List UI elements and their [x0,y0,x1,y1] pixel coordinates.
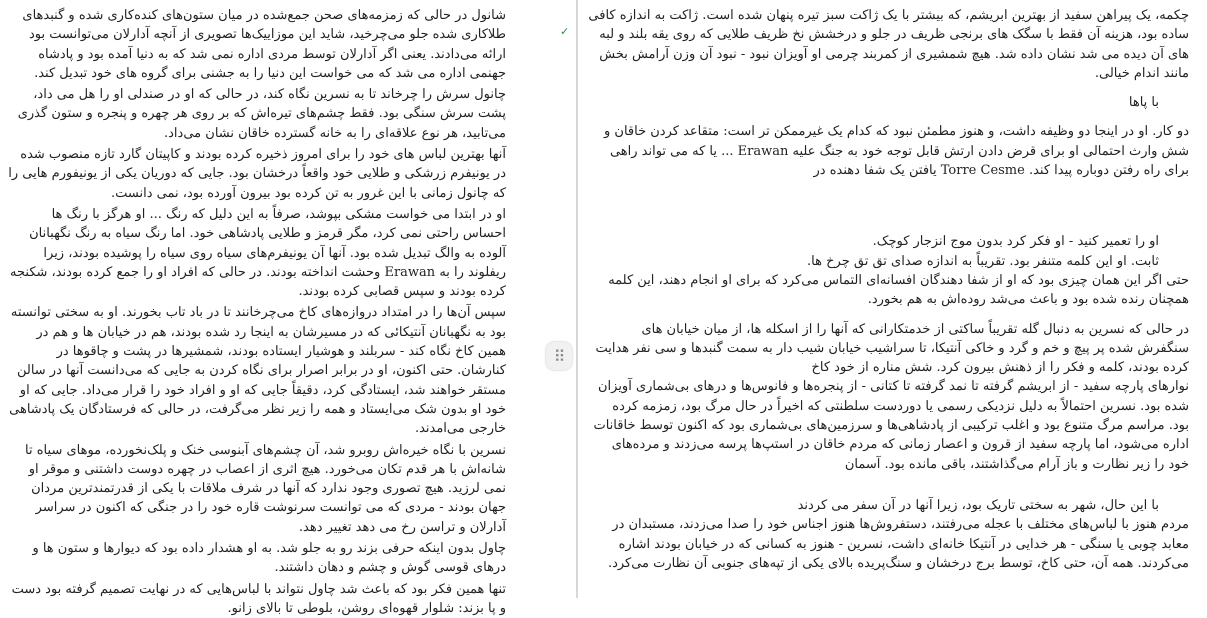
drag-handle-icon[interactable]: ⠿ [546,342,572,370]
right-paragraph: چکمه، یک پیراهن سفید از بهترین ابریشم، که بیشتر با یک ژاکت سبز تیره پنهان شده است. ژاکت به اندازه کافی ساده بود، هزینه آن فقط با سگک های برنجی ظریف در جلو و درخشش نخ ظریف طلایی که روی یقه بلند و لبه های آن دیده می شد نشان داده شد. هیچ شمشیری از کمربند چرمی او آویزان نبود - نبود آن وزن آرامش بخش مانند اندام خیالی. [588,8,1189,81]
left-paragraph: چاول بدون اینکه حرفی بزند رو به جلو شد. به او هشدار داده بود که دیوارها و ستون ها و درهای قوسی گوش و چشم و دهان داشتند. [32,541,506,576]
paragraph-gap [588,180,1189,232]
right-paragraph: در حالی که نسرین به دنبال گله تقریباً ساکتی از خدمتکارانی که آنها را از اسکله ها، از میان خیابان های سنگفرش شده پر پیچ و خم و گرد و خاکی آنتیکا، تا سراشیب خیابان شیب دار به سمت گنبدها و سی نفر هدایت کرده بودند، کلمه و فکر را از ذهنش بیرون کرد. شش مناره از خود کاخ [595,321,1189,376]
left-paragraph: تنها همین فکر بود که باعث شد چاول نتواند با لباس‌هایی که در نهایت تصمیم گرفته بود دست و پا بزند: شلوار قهوه‌ای روشن، بلوطی تا بالای زانو. [11,581,506,616]
left-paragraph: چانول سرش را چرخاند تا به نسرین نگاه کند، در حالی که او در صندلی او را هل می داد، پشت سرش سنگی بود. فقط چشم‌های تیره‌اش که بر روی هر چهره و پنجره و ستون گذری می‌تابید، هر نوع علاقه‌ای را به خانه گسترده خاقان نشان می‌داد. [17,87,506,141]
paragraph-gap [588,474,1189,496]
check-icon: ✓ [560,25,570,38]
left-paragraph: او در ابتدا می خواست مشکی بپوشد، صرفاً به این دلیل که رنگ ... او هرگز با رنگ ها احساس راحتی نمی کرد، مگر قرمز و طلایی پادشاهی خود. اما رنگ سیاه به رنگ نگهبانان آلوده به والگ تبدیل شده بود. آنها آن یونیفرم‌های سیاه روی سیاه را پوشیده بودند، زیرا ریفلوند را به Erawan وحشت انداخته بودند. در حالی که افراد او را جمع کرده بودند، شکنجه کرده بودند و سپس قصابی کرده بودند. [10,206,506,300]
right-document-pane [578,0,1207,598]
left-paragraph: نسرین با نگاه خیره‌اش روبرو شد، آن چشم‌های آبنوسی خنک و پلک‌نخورده، موهای سیاه تا شانه‌اش با هر قدم تکان می‌خورد. هیچ اثری از اعصاب در چهره دوست داشتنی و موقر او نمی لرزید. هیچ تصوری وجود ندارد که آنها در شرف ملاقات با یکی از قدرتمندترین مردان جهان بودند - مردی که می توانست سرنوشت قاره خود را در جنگی که اکنون در سراسر آدارلان و تراسن رخ می دهد تغییر دهد. [25,442,506,535]
paragraph-gap [588,83,1189,93]
right-paragraph: با پاها [1128,95,1159,111]
right-paragraph: ثابت. او این کلمه متنفر بود. تقریباً به اندازه صدای تق تق چرخ ها. [807,253,1159,269]
left-paragraph: آنها بهترین لباس های خود را برای امروز ذخیره کرده بودند و کاپیتان گارد تازه منصوب شده در یونیفرم زرشکی و طلایی خود واقعاً درخشان بود. جایی که دوریان یکی از یونیفورم هایی را که چانول زمانی با این غرور به تن کرده بود بیرون آورده بود، نمی دانست. [8,147,506,201]
right-paragraph: نوارهای پارچه سفید - از ابریشم گرفته تا نمد گرفته تا کتانی - از پنجره‌ها و فانوس‌ها و درهای بی‌شماری آویزان شده بود. نسرین احتمالاً به دلیل نزدیکی رسمی یا دوردست سلطنتی که اخیراً در حال مرگ بود، زمزمه کرده بود. مراسم مرگ متنوع بود و اغلب ترکیبی از پادشاهی‌ها و سرزمین‌های بی‌شماری بود که اکنون توسط خاقانات اداره می‌شود، اما پارچه سفید از قرون و اعصار زمانی که مردم خاقان در استپ‌ها پرسه می‌زدند و مرده‌های خود را زیر نظارت و باز آرام می‌گذاشتند، باقی مانده بود. آسمان [593,379,1189,472]
right-paragraph: دو کار. او در اینجا دو وظیفه داشت، و هنوز مطمئن نبود که کدام یک غیرممکن تر است: متقاعد کردن خاقان و شش وارث احتمالی او برای قرض دادن ارتش قابل توجه خود به جنگ علیه Erawan ... یا که می تواند راهی برای راه رفتن دوباره پیدا کند. Torre Cesme یافتن یک شفا دهنده در [603,124,1189,179]
paragraph-gap [588,310,1189,320]
right-paragraph: با این حال، شهر به سختی تاریک بود، زیرا آنها در آن سفر می کردند [797,497,1159,513]
paragraph-gap [588,112,1189,122]
left-document-pane [0,0,576,616]
right-paragraph: مردم هنوز با لباس‌های مختلف با عجله می‌رفتند، دستفروش‌ها هنوز اجناس خود را صدا می‌زدند، مستبدان در معابد چوبی یا سنگی - هر خدایی در آنتیکا خانه‌ای داشت، نسرین - هنوز به کسانی که در خیابان بودند اشاره می‌کردند. همه آن، حتی کاخ، توسط برج درخشان و سنگ‌پریده بالای یکی از تپه‌های جنوبی آن نظارت می‌کرد. [607,517,1189,571]
right-paragraph: حتی اگر این همان چیزی بود که او از شفا دهندگان افسانه‌ای التماس می‌کرد که برای او انجام دهند، این کلمه همچنان رنده شده بود و باعث می‌شد روده‌اش به هم بخورد. [608,272,1189,308]
left-paragraph: سپس آن‌ها را در امتداد دروازه‌های کاخ می‌چرخانند تا در باد تاب بخورند. او به سختی توانسته بود به نگهبانان آنتیکائی که در مسیرشان به اینجا رد شده بودند، هم در خیابان ها و هم در همین کاخ نگاه کند - سربلند و هوشیار ایستاده بودند، شمشیرها در پشت و چاقوها در کنارشان. حتی اکنون، او در برابر اصرار برای نگاه کردن به جایی که می‌دانست آنها در سالن مستقر خواهند شد، ایستادگی کرد، دقیقاً جایی که او و افراد خود را قرار می‌داد. جایی که او خود او بدون شک می‌ایستاد و همه را زیر نظر می‌گرفت، در حالی که فرستادگان یک پادشاهی خارجی می‌امدند. [9,305,506,437]
left-paragraph: شانول در حالی که زمزمه‌های صحن جمع‌شده در میان ستون‌های کنده‌کاری شده و گنبدهای طلاکاری شده جلو می‌چرخید، شاید این موزاییک‌ها تصویری از آنچه آدارلان می‌توانست بود ارائه می‌دادند. یعنی اگر آدارلان توسط مردی اداره نمی شد که به دنیا آمده بود و پادشاه جهنمی اداره می شد که می خواست این دنیا را به جشنی برای گروه های خود تبدیل کند. [22,8,506,81]
right-paragraph: او را تعمیر کنید - او فکر کرد بدون موج انزجار کوچک. [872,234,1159,250]
